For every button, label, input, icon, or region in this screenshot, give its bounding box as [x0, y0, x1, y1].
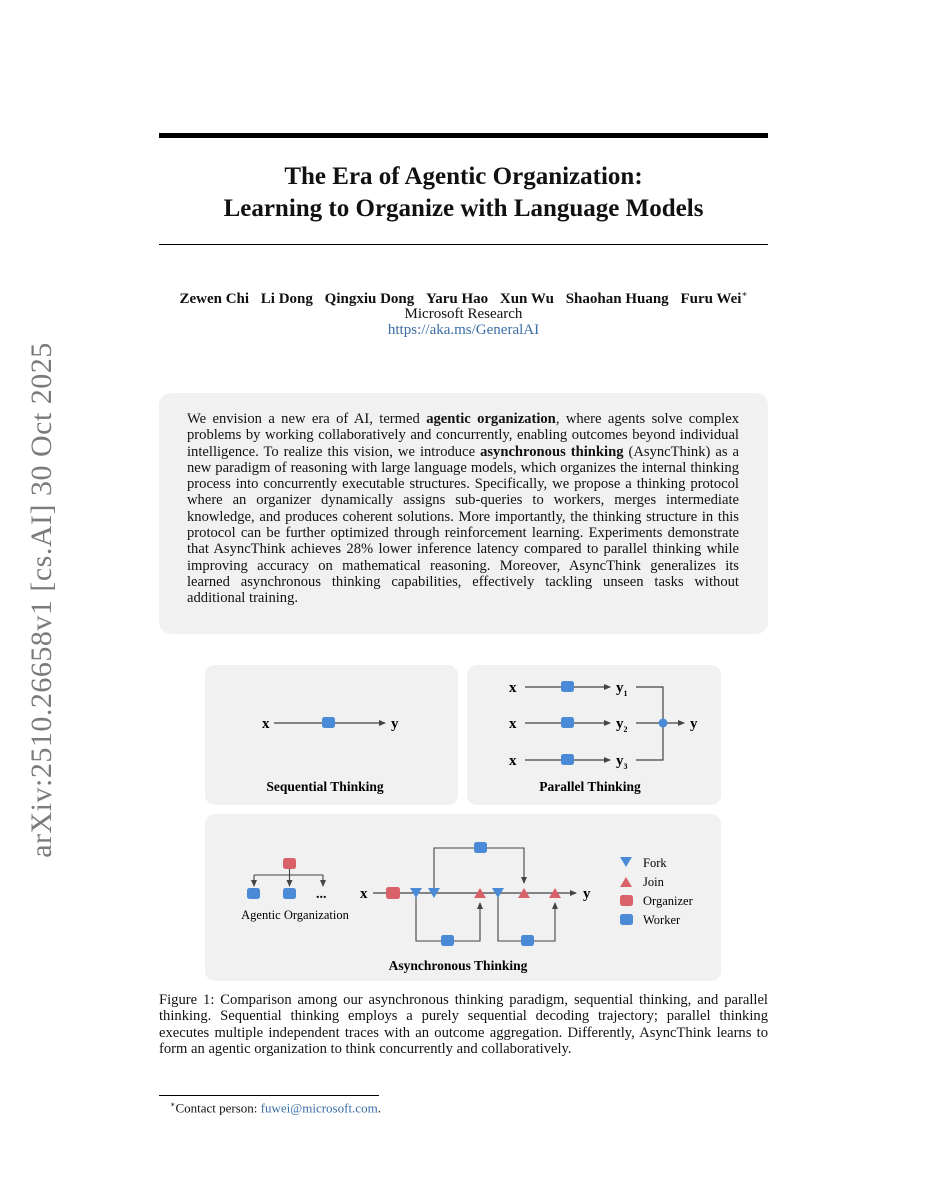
footnote-mark: ∗ [170, 1100, 176, 1109]
worker-node [441, 935, 454, 946]
seq-y-label: y [391, 716, 399, 732]
legend-join: Join [643, 875, 664, 889]
agentic-organization-diagram [241, 858, 349, 922]
author-name: Furu Wei [680, 291, 742, 307]
join-legend-icon [620, 877, 632, 887]
author: Qingxiu Dong [324, 291, 415, 307]
worker-node [561, 754, 574, 765]
par-y2-label: $y_2$ [616, 716, 628, 734]
worker-legend-icon [620, 914, 633, 925]
footnote-rule [159, 1095, 379, 1096]
abstract-span: (AsyncThink) as a new paradigm of reasoning with large language models, which organizes the internal thinking process into concurrently executable structures. Specifically, we propose a thinking protocol where an organizer dynamically assigns sub-queries to workers, merges intermediate knowledge, and produces coherent solutions. More importantly, the thinking structure in this protocol can be further optimized through reinforcement learning. Experiments demonstrate that AsyncThink achieves 28% lower inference latency compared to parallel thinking while improving accuracy on mathematical reasoning. Moreover, AsyncThink generalizes its learned asynchronous thinking capabilities, effectively tackling unseen tasks without additional training. [187, 443, 739, 607]
par-y-label: y [690, 716, 698, 732]
async-y-label: y [583, 886, 591, 902]
legend-fork: Fork [643, 856, 667, 870]
legend-worker: Worker [643, 913, 681, 927]
par-x-label: x [509, 680, 517, 696]
figure-caption: Figure 1: Comparison among our asynchronous thinking paradigm, sequential thinking, and parallel thinking. Sequential thinking employs a purely sequential decoding trajectory; parallel thinking executes multiple independent traces with an outcome aggregation. Differently, AsyncThink learns to form an agentic organization to think concurrently and collaboratively. [159, 992, 768, 1057]
author: Li Dong [260, 291, 313, 307]
author-mark: ∗ [741, 289, 748, 299]
seq-caption: Sequential Thinking [266, 779, 384, 794]
async-caption: Asynchronous Thinking [388, 958, 528, 973]
aggregation-node [659, 719, 668, 728]
org-caption: Agentic Organization [241, 908, 349, 922]
abstract-span: , where agents solve complex problems by working collaboratively and concurrently, enabling outcomes beyond individual intelligence. To realize this vision, we introduce [187, 411, 740, 460]
worker-node [322, 717, 335, 728]
par-x-label: x [509, 716, 517, 732]
title-line-1: The Era of Agentic Organization: [284, 163, 643, 190]
worker-node [283, 888, 296, 899]
author: Shaohan Huang [565, 291, 669, 307]
affiliation: Microsoft Research [404, 306, 523, 322]
worker-node [561, 681, 574, 692]
parallel-diagram [509, 680, 698, 794]
async-x-label: x [360, 886, 368, 902]
worker-node [247, 888, 260, 899]
abstract-term-asynchronous-thinking: asynchronous thinking [480, 443, 624, 460]
par-caption: Parallel Thinking [539, 779, 641, 794]
organizer-node [283, 858, 296, 869]
legend-organizer: Organizer [643, 894, 693, 908]
footnote-label: Contact person: [175, 1100, 261, 1116]
worker-node [521, 935, 534, 946]
seq-x-label: x [262, 716, 270, 732]
author: Zewen Chi [179, 291, 250, 307]
footnote-end: . [377, 1100, 381, 1116]
organizer-node [386, 887, 400, 899]
title-line-2: Learning to Organize with Language Models [223, 195, 704, 222]
abstract-term-agentic-organization: agentic organization [426, 411, 556, 427]
fork-legend-icon [620, 857, 632, 867]
worker-node [561, 717, 574, 728]
async-diagram [360, 842, 591, 973]
project-url-link[interactable]: https://aka.ms/GeneralAI [387, 322, 540, 338]
abstract-span: We envision a new era of AI, termed [187, 411, 427, 427]
organizer-legend-icon [620, 895, 633, 906]
worker-node [474, 842, 487, 853]
async-legend [620, 856, 694, 927]
par-y3-label: $y_3$ [616, 753, 628, 771]
par-x-label: x [509, 753, 517, 769]
contact-email-link[interactable]: fuwei@microsoft.com [260, 1100, 378, 1116]
author: Xun Wu [499, 291, 554, 307]
arxiv-id: arXiv:2510.26658v1 [cs.AI] 30 Oct 2025 [25, 342, 58, 858]
org-more-dots: ... [316, 887, 327, 902]
par-y1-label: $y_1$ [616, 680, 628, 698]
author: Yaru Hao [426, 291, 489, 307]
footnote [170, 1100, 381, 1116]
sequential-diagram [262, 716, 399, 794]
